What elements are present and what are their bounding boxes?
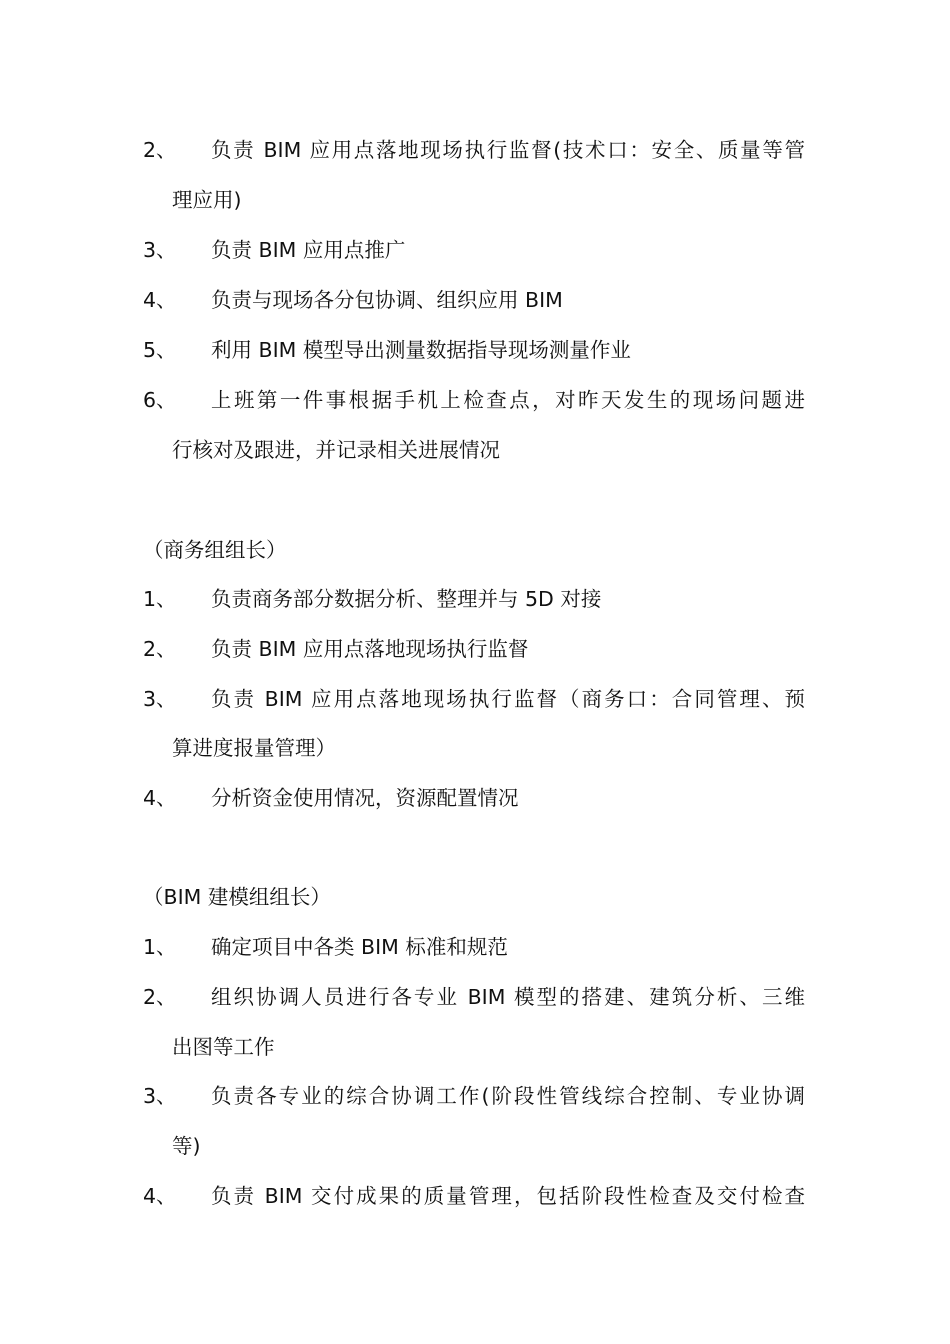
list-text: 负责 BIM 应用点落地现场执行监督 <box>211 637 529 661</box>
list-number: 3、 <box>143 687 177 711</box>
list-item <box>0 134 950 166</box>
list-number: 2、 <box>143 985 177 1009</box>
list-text: 等) <box>172 1134 201 1158</box>
list-number: 4、 <box>143 288 177 312</box>
list-text: 确定项目中各类 BIM 标准和规范 <box>211 935 508 959</box>
list-item-continuation <box>0 1031 950 1063</box>
list-item <box>0 931 950 963</box>
list-item <box>0 234 950 266</box>
list-item <box>0 334 950 366</box>
list-item <box>0 284 950 316</box>
list-item <box>0 981 950 1013</box>
list-number: 2、 <box>143 637 177 661</box>
list-text: 组织协调人员进行各专业 BIM 模型的搭建、建筑分析、三维 <box>211 985 805 1009</box>
list-text: 行核对及跟进，并记录相关进展情况 <box>172 438 500 462</box>
list-text: 负责与现场各分包协调、组织应用 BIM <box>211 288 563 312</box>
list-item-continuation <box>0 1130 950 1162</box>
section-heading-text: （商务组组长） <box>143 538 287 562</box>
list-number: 1、 <box>143 935 177 959</box>
list-text: 负责商务部分数据分析、整理并与 5D 对接 <box>211 587 602 611</box>
list-number: 4、 <box>143 1184 177 1208</box>
list-item-continuation <box>0 184 950 216</box>
list-text: 分析资金使用情况，资源配置情况 <box>211 786 519 810</box>
list-number: 2、 <box>143 138 177 162</box>
list-item <box>0 1080 950 1112</box>
list-text: 利用 BIM 模型导出测量数据指导现场测量作业 <box>211 338 631 362</box>
list-text: 出图等工作 <box>172 1035 275 1059</box>
list-item <box>0 683 950 715</box>
list-text: 负责各专业的综合协调工作(阶段性管线综合控制、专业协调 <box>211 1084 805 1108</box>
list-number: 4、 <box>143 786 177 810</box>
list-number: 3、 <box>143 1084 177 1108</box>
list-text: 负责 BIM 应用点落地现场执行监督(技术口：安全、质量等管 <box>211 138 805 162</box>
section-heading-text: （BIM 建模组组长） <box>143 885 331 909</box>
list-text: 算进度报量管理） <box>172 736 336 760</box>
list-item <box>0 782 950 814</box>
list-text: 上班第一件事根据手机上检查点，对昨天发生的现场问题进 <box>211 388 805 412</box>
section-heading <box>0 881 950 913</box>
list-number: 1、 <box>143 587 177 611</box>
list-item-continuation <box>0 434 950 466</box>
list-item <box>0 633 950 665</box>
list-item <box>0 384 950 416</box>
list-number: 6、 <box>143 388 177 412</box>
list-text: 理应用) <box>172 188 242 212</box>
section-heading <box>0 534 950 566</box>
list-text: 负责 BIM 交付成果的质量管理，包括阶段性检查及交付检查 <box>211 1184 805 1208</box>
list-number: 5、 <box>143 338 177 362</box>
list-item-continuation <box>0 732 950 764</box>
list-number: 3、 <box>143 238 177 262</box>
list-text: 负责 BIM 应用点落地现场执行监督（商务口：合同管理、预 <box>211 687 805 711</box>
list-item <box>0 1180 950 1212</box>
list-item <box>0 583 950 615</box>
list-text: 负责 BIM 应用点推广 <box>211 238 406 262</box>
